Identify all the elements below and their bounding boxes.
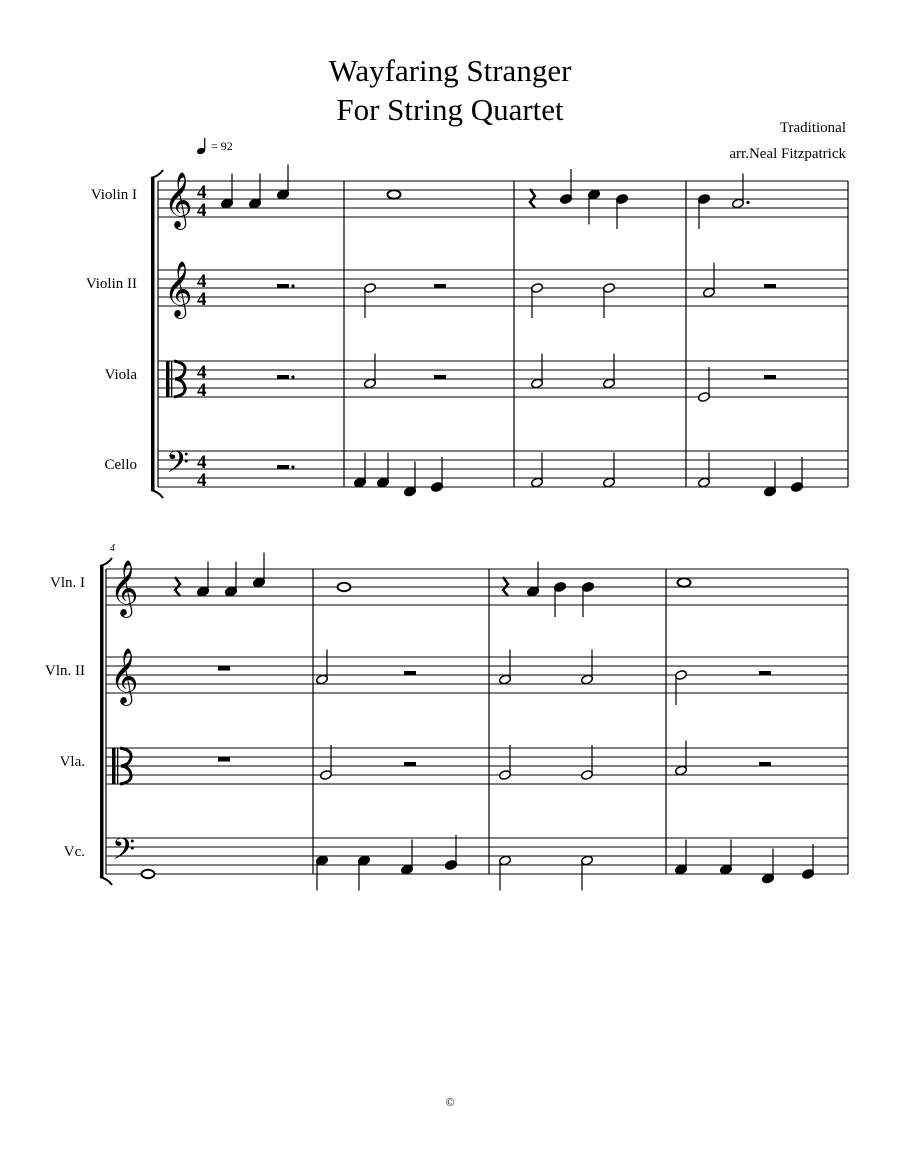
half-rest [759, 671, 771, 675]
time-signature-numerator: 4 [197, 452, 207, 473]
staff [106, 657, 848, 693]
time-signature-denominator: 4 [197, 200, 207, 221]
half-note [364, 354, 377, 389]
quarter-note [354, 453, 367, 488]
quarter-note [358, 855, 371, 890]
notehead [338, 583, 351, 591]
treble-clef-icon [110, 560, 138, 618]
quarter-note [253, 553, 266, 588]
measure-number: 4 [110, 543, 115, 554]
dotted-half-note [732, 174, 750, 209]
quarter-note [616, 194, 629, 229]
half-note [698, 367, 711, 402]
dot [291, 465, 294, 468]
rest-block [434, 375, 446, 379]
quarter-note [527, 562, 540, 597]
half-note [698, 453, 711, 488]
instrument-label-cello-short: Vc. [63, 844, 85, 860]
half-rest [404, 671, 416, 675]
whole-rest [218, 757, 230, 762]
half-rest [764, 284, 776, 288]
quarter-note [698, 194, 711, 229]
half-note [675, 670, 688, 705]
bass-clef-icon [166, 446, 189, 487]
notehead [678, 578, 691, 586]
quarter-note [431, 457, 444, 492]
time-signature-numerator: 4 [197, 182, 207, 203]
quarter-note [404, 462, 417, 497]
instrument-label-violin-1: Violin I [90, 187, 137, 203]
rest-block [218, 666, 230, 671]
rest-block [277, 375, 289, 379]
system-bracket [151, 178, 155, 490]
dot [291, 375, 294, 378]
treble-clef-icon [164, 172, 192, 230]
bass-clef-glyph: 𝄢 [166, 446, 190, 487]
quarter-note [588, 189, 601, 224]
treble-clef-glyph: 𝄞 [110, 560, 139, 616]
dot [746, 201, 749, 204]
half-note [499, 650, 512, 685]
treble-clef-icon [110, 648, 138, 706]
half-note [675, 741, 688, 776]
whole-note [678, 578, 691, 586]
instrument-label-viola-short: Vla. [59, 754, 85, 770]
instrument-label-violin-2-short: Vln. II [45, 663, 85, 679]
treble-clef-icon [164, 261, 192, 319]
time-signature-numerator: 4 [197, 362, 207, 383]
whole-note [338, 583, 351, 591]
staff [158, 361, 848, 397]
rest-block [277, 465, 289, 469]
time-signature-denominator: 4 [197, 470, 207, 491]
time-signature-denominator: 4 [197, 289, 207, 310]
quarter-note [720, 840, 733, 875]
rest-block [764, 375, 776, 379]
rest-block [277, 284, 289, 288]
bracket-bottom-hook [151, 490, 163, 498]
quarter-note [197, 562, 210, 597]
composer-credit: Traditional [779, 120, 846, 136]
notehead [142, 870, 155, 878]
rest-block [218, 757, 230, 762]
quarter-note [316, 855, 329, 890]
whole-rest [218, 666, 230, 671]
staff [106, 838, 848, 874]
instrument-label-violin-1-short: Vln. I [50, 575, 85, 591]
rest-block [759, 671, 771, 675]
half-note [603, 283, 616, 318]
treble-clef-glyph: 𝄞 [164, 261, 193, 317]
half-rest [434, 284, 446, 288]
staff [158, 181, 848, 217]
half-note [320, 745, 333, 780]
half-note [581, 855, 594, 890]
staff [158, 451, 848, 487]
staff [106, 748, 848, 784]
rest-block [759, 762, 771, 766]
quarter-note [762, 849, 775, 884]
quarter-note [401, 840, 414, 875]
dotted-half-rest [277, 465, 295, 469]
bracket-top-hook [151, 170, 163, 178]
dot [291, 284, 294, 287]
whole-note [388, 190, 401, 198]
dotted-half-rest [277, 375, 295, 379]
half-note [581, 650, 594, 685]
treble-clef-glyph: 𝄞 [110, 648, 139, 704]
half-note [531, 283, 544, 318]
half-note [603, 354, 616, 389]
quarter-note [554, 582, 567, 617]
quarter-note [582, 582, 595, 617]
rest-block [404, 762, 416, 766]
bass-clef-glyph: 𝄢 [112, 833, 136, 874]
dotted-half-rest [277, 284, 295, 288]
notehead [388, 190, 401, 198]
instrument-label-cello: Cello [104, 457, 137, 473]
quarter-note [445, 835, 458, 870]
bracket-bottom-hook [100, 877, 112, 885]
quarter-note [277, 165, 290, 200]
alto-clef-thin-bar [117, 748, 118, 784]
treble-clef-glyph: 𝄞 [164, 172, 193, 228]
half-note [316, 650, 329, 685]
score-title-line-1: Wayfaring Stranger [328, 53, 572, 88]
staff [106, 569, 848, 605]
bass-clef-icon [112, 833, 135, 874]
half-note [499, 745, 512, 780]
arranger-credit: arr.Neal Fitzpatrick [729, 146, 846, 162]
half-note [581, 745, 594, 780]
half-note [499, 855, 512, 890]
half-rest [759, 762, 771, 766]
quarter-note [791, 457, 804, 492]
rest-block [434, 284, 446, 288]
whole-note [142, 870, 155, 878]
quarter-note [764, 462, 777, 497]
half-note [703, 263, 716, 298]
quarter-note [560, 169, 573, 204]
rest-block [764, 284, 776, 288]
copyright-footer: © [445, 1095, 455, 1109]
alto-clef-bar [166, 361, 170, 397]
rest-block [404, 671, 416, 675]
time-signature-numerator: 4 [197, 271, 207, 292]
tempo-value: = 92 [211, 138, 233, 153]
alto-clef-bar [112, 748, 116, 784]
staff [158, 270, 848, 306]
score-title-line-2: For String Quartet [336, 92, 564, 127]
quarter-note [675, 840, 688, 875]
system-bracket [100, 566, 104, 877]
half-note [531, 354, 544, 389]
time-signature-denominator: 4 [197, 380, 207, 401]
quarter-note [377, 453, 390, 488]
half-rest [404, 762, 416, 766]
half-rest [434, 375, 446, 379]
quarter-note [221, 174, 234, 209]
instrument-label-violin-2: Violin II [85, 276, 137, 292]
instrument-label-viola: Viola [104, 367, 137, 383]
quarter-note [225, 562, 238, 597]
quarter-note [802, 844, 815, 879]
half-note [364, 283, 377, 318]
half-note [603, 453, 616, 488]
quarter-note [249, 174, 262, 209]
half-note [531, 453, 544, 488]
alto-clef-thin-bar [171, 361, 172, 397]
half-rest [764, 375, 776, 379]
